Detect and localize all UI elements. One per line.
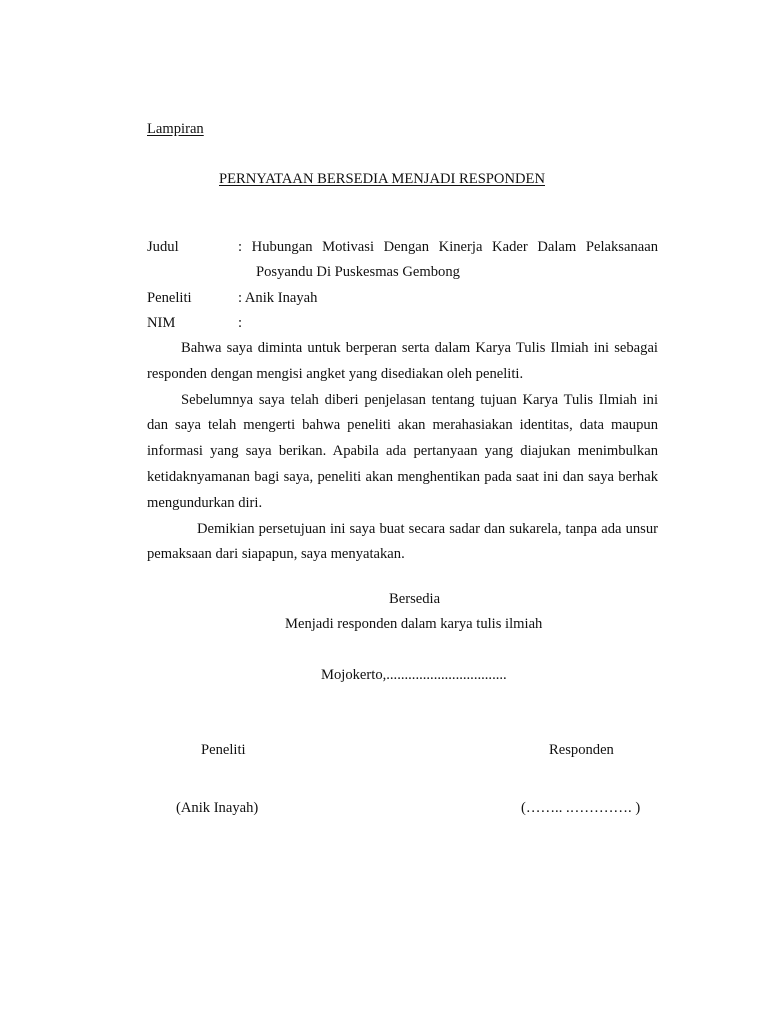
document-title: PERNYATAAN BERSEDIA MENJADI RESPONDEN: [219, 171, 545, 187]
peneliti-signature-label: Peneliti: [201, 742, 246, 758]
paragraph-1: Bahwa saya diminta untuk berperan serta dalam Karya Tulis Ilmiah ini sebagai responden dengan mengisi angket yang disediakan oleh peneliti.: [147, 340, 658, 382]
judul-value-continued: Posyandu Di Puskesmas Gembong: [256, 264, 460, 280]
lampiran-label: Lampiran: [147, 121, 204, 137]
responden-signature-label: Responden: [549, 742, 614, 758]
nim-value: :: [238, 315, 243, 331]
bersedia-label: Bersedia: [389, 591, 441, 607]
peneliti-label: Peneliti: [147, 290, 192, 306]
responden-name-placeholder: (…….. .…………. ): [521, 800, 641, 816]
peneliti-value: : Anik Inayah: [238, 290, 318, 306]
place-date: Mojokerto,.................................: [321, 667, 507, 683]
paragraph-2: Sebelumnya saya telah diberi penjelasan tentang tujuan Karya Tulis Ilmiah ini dan saya telah mengerti bahwa peneliti akan merahasiakan identitas, data maupun informasi yang saya berikan. Apabila ada pertanyaan yang diajukan menimbulkan ketidaknyamanan bagi saya, peneliti akan menghentikan pada saat ini dan saya berhak mengundurkan diri.: [147, 391, 658, 511]
statement-body: [147, 336, 658, 568]
nim-label: NIM: [147, 315, 176, 331]
paragraph-3: Demikian persetujuan ini saya buat secara sadar dan sukarela, tanpa ada unsur pemaksaan dari siapapun, saya menyatakan.: [147, 520, 658, 563]
peneliti-name: (Anik Inayah): [176, 800, 259, 816]
judul-value: : Hubungan Motivasi Dengan Kinerja Kader Dalam Pelaksanaan: [238, 239, 658, 255]
judul-label: Judul: [147, 239, 179, 255]
menjadi-responden-label: Menjadi responden dalam karya tulis ilmiah: [285, 616, 543, 632]
